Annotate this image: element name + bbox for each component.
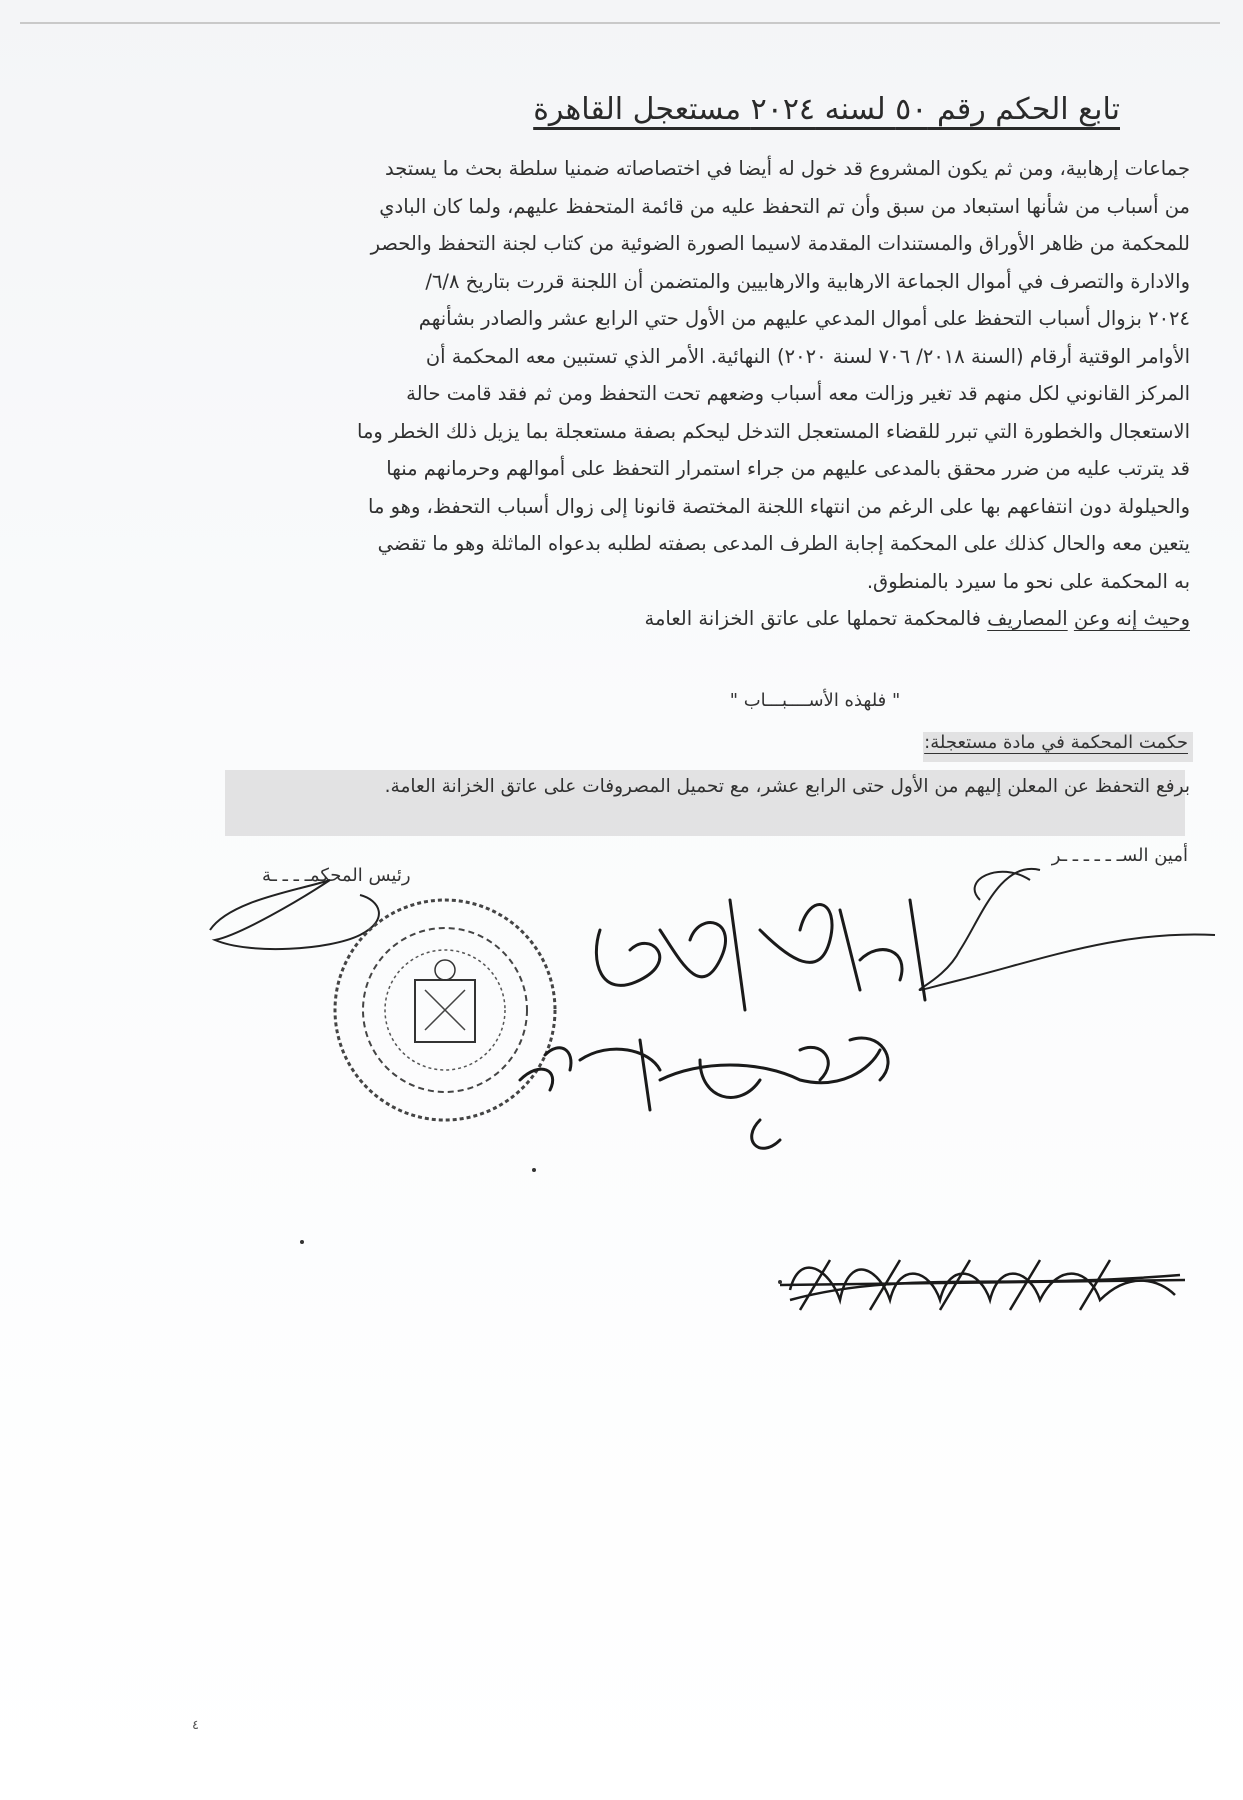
paragraph-line: به المحكمة على نحو ما سيرد بالمنطوق.: [866, 569, 1190, 593]
paragraph-line: يتعين معه والحال كذلك على المحكمة إجابة الطرف المدعى بصفته لطلبه بدعواه الماثلة وهو ما تقضي: [377, 532, 1190, 555]
paragraph-line: والحيلولة دون انتفاعهم بها على الرغم من انتهاء اللجنة المختصة قانونا إلى زوال أسباب التحفظ، وهو ما: [368, 494, 1190, 518]
ink-dot: [778, 1280, 782, 1284]
expenses-underlined: المصاريف: [987, 607, 1068, 630]
paragraph-line: الأوامر الوقتية أرقام (السنة ٢٠١٨/ ٧٠٦ لسنة ٢٠٢٠) النهائية. الأمر الذي تستبين معه المحكمة أن: [425, 344, 1190, 368]
paragraph-line: من أسباب من شأنها استبعاد من سبق وأن تم التحفظ عليه من قائمة المتحفظ عليهم، ولما كان البادي: [379, 194, 1190, 218]
paragraph-line: قد يترتب عليه من ضرر محقق بالمدعى عليهم من جراء استمرار التحفظ على أموالهم وحرمانهم منها: [386, 457, 1190, 480]
expenses-prefix: وحيث إنه وعن: [1073, 607, 1190, 630]
reasons-heading: " فلهذه الأســــبـــاب ": [729, 690, 901, 711]
president-label: رئيس المحكمـ ـ ـ ـة: [262, 865, 411, 886]
expenses-rest: فالمحكمة تحملها على عاتق الخزانة العامة: [644, 607, 981, 630]
page-number: ٤: [192, 1718, 199, 1733]
paragraph-line: والادارة والتصرف في أموال الجماعة الارهابية والارهابيين والمتضمن أن اللجنة قررت بتاريخ ٦/٨/: [425, 269, 1190, 293]
paragraph-line: ٢٠٢٤ بزوال أسباب التحفظ على أموال المدعي عليهم من الأول حتي الرابع عشر والصادر بشأنهم: [418, 307, 1190, 330]
handwritten-annotation: [520, 900, 925, 1148]
verdict-label: حكمت المحكمة في مادة مستعجلة:: [924, 732, 1188, 753]
ink-dot: [300, 1240, 304, 1244]
paragraph-line: للمحكمة من ظاهر الأوراق والمستندات المقدمة لاسيما الصورة الضوئية من كتاب لجنة التحفظ والحصر: [370, 232, 1190, 255]
secretary-signature: [920, 869, 1215, 990]
paragraph-line: الاستعجال والخطورة التي تبرر للقضاء المستعجل التدخل ليحكم بصفة مستعجلة بما يزيل ذلك الخطر وما: [357, 419, 1190, 443]
crossed-scribble: [780, 1260, 1185, 1310]
verdict-text: برفع التحفظ عن المعلن إليهم من الأول حتى الرابع عشر، مع تحميل المصروفات على عاتق الخزانة العامة.: [384, 776, 1190, 797]
paragraph-line: جماعات إرهابية، ومن ثم يكون المشروع قد خول له أيضا في اختصاصاته ضمنيا سلطة بحث ما يستجد: [384, 157, 1190, 180]
document-title: تابع الحكم رقم ٥٠ لسنه ٢٠٢٤ مستعجل القاهرة: [533, 92, 1120, 127]
paragraph-line: المركز القانوني لكل منهم قد تغير وزالت معه أسباب وضعهم تحت التحفظ ومن ثم فقد قامت حالة: [406, 382, 1190, 405]
president-signature: [210, 880, 379, 949]
ink-dot: [532, 1168, 536, 1172]
secretary-label: أمين السـ ـ ـ ـ ـ ـر: [1051, 845, 1188, 866]
court-seal: [335, 900, 555, 1120]
